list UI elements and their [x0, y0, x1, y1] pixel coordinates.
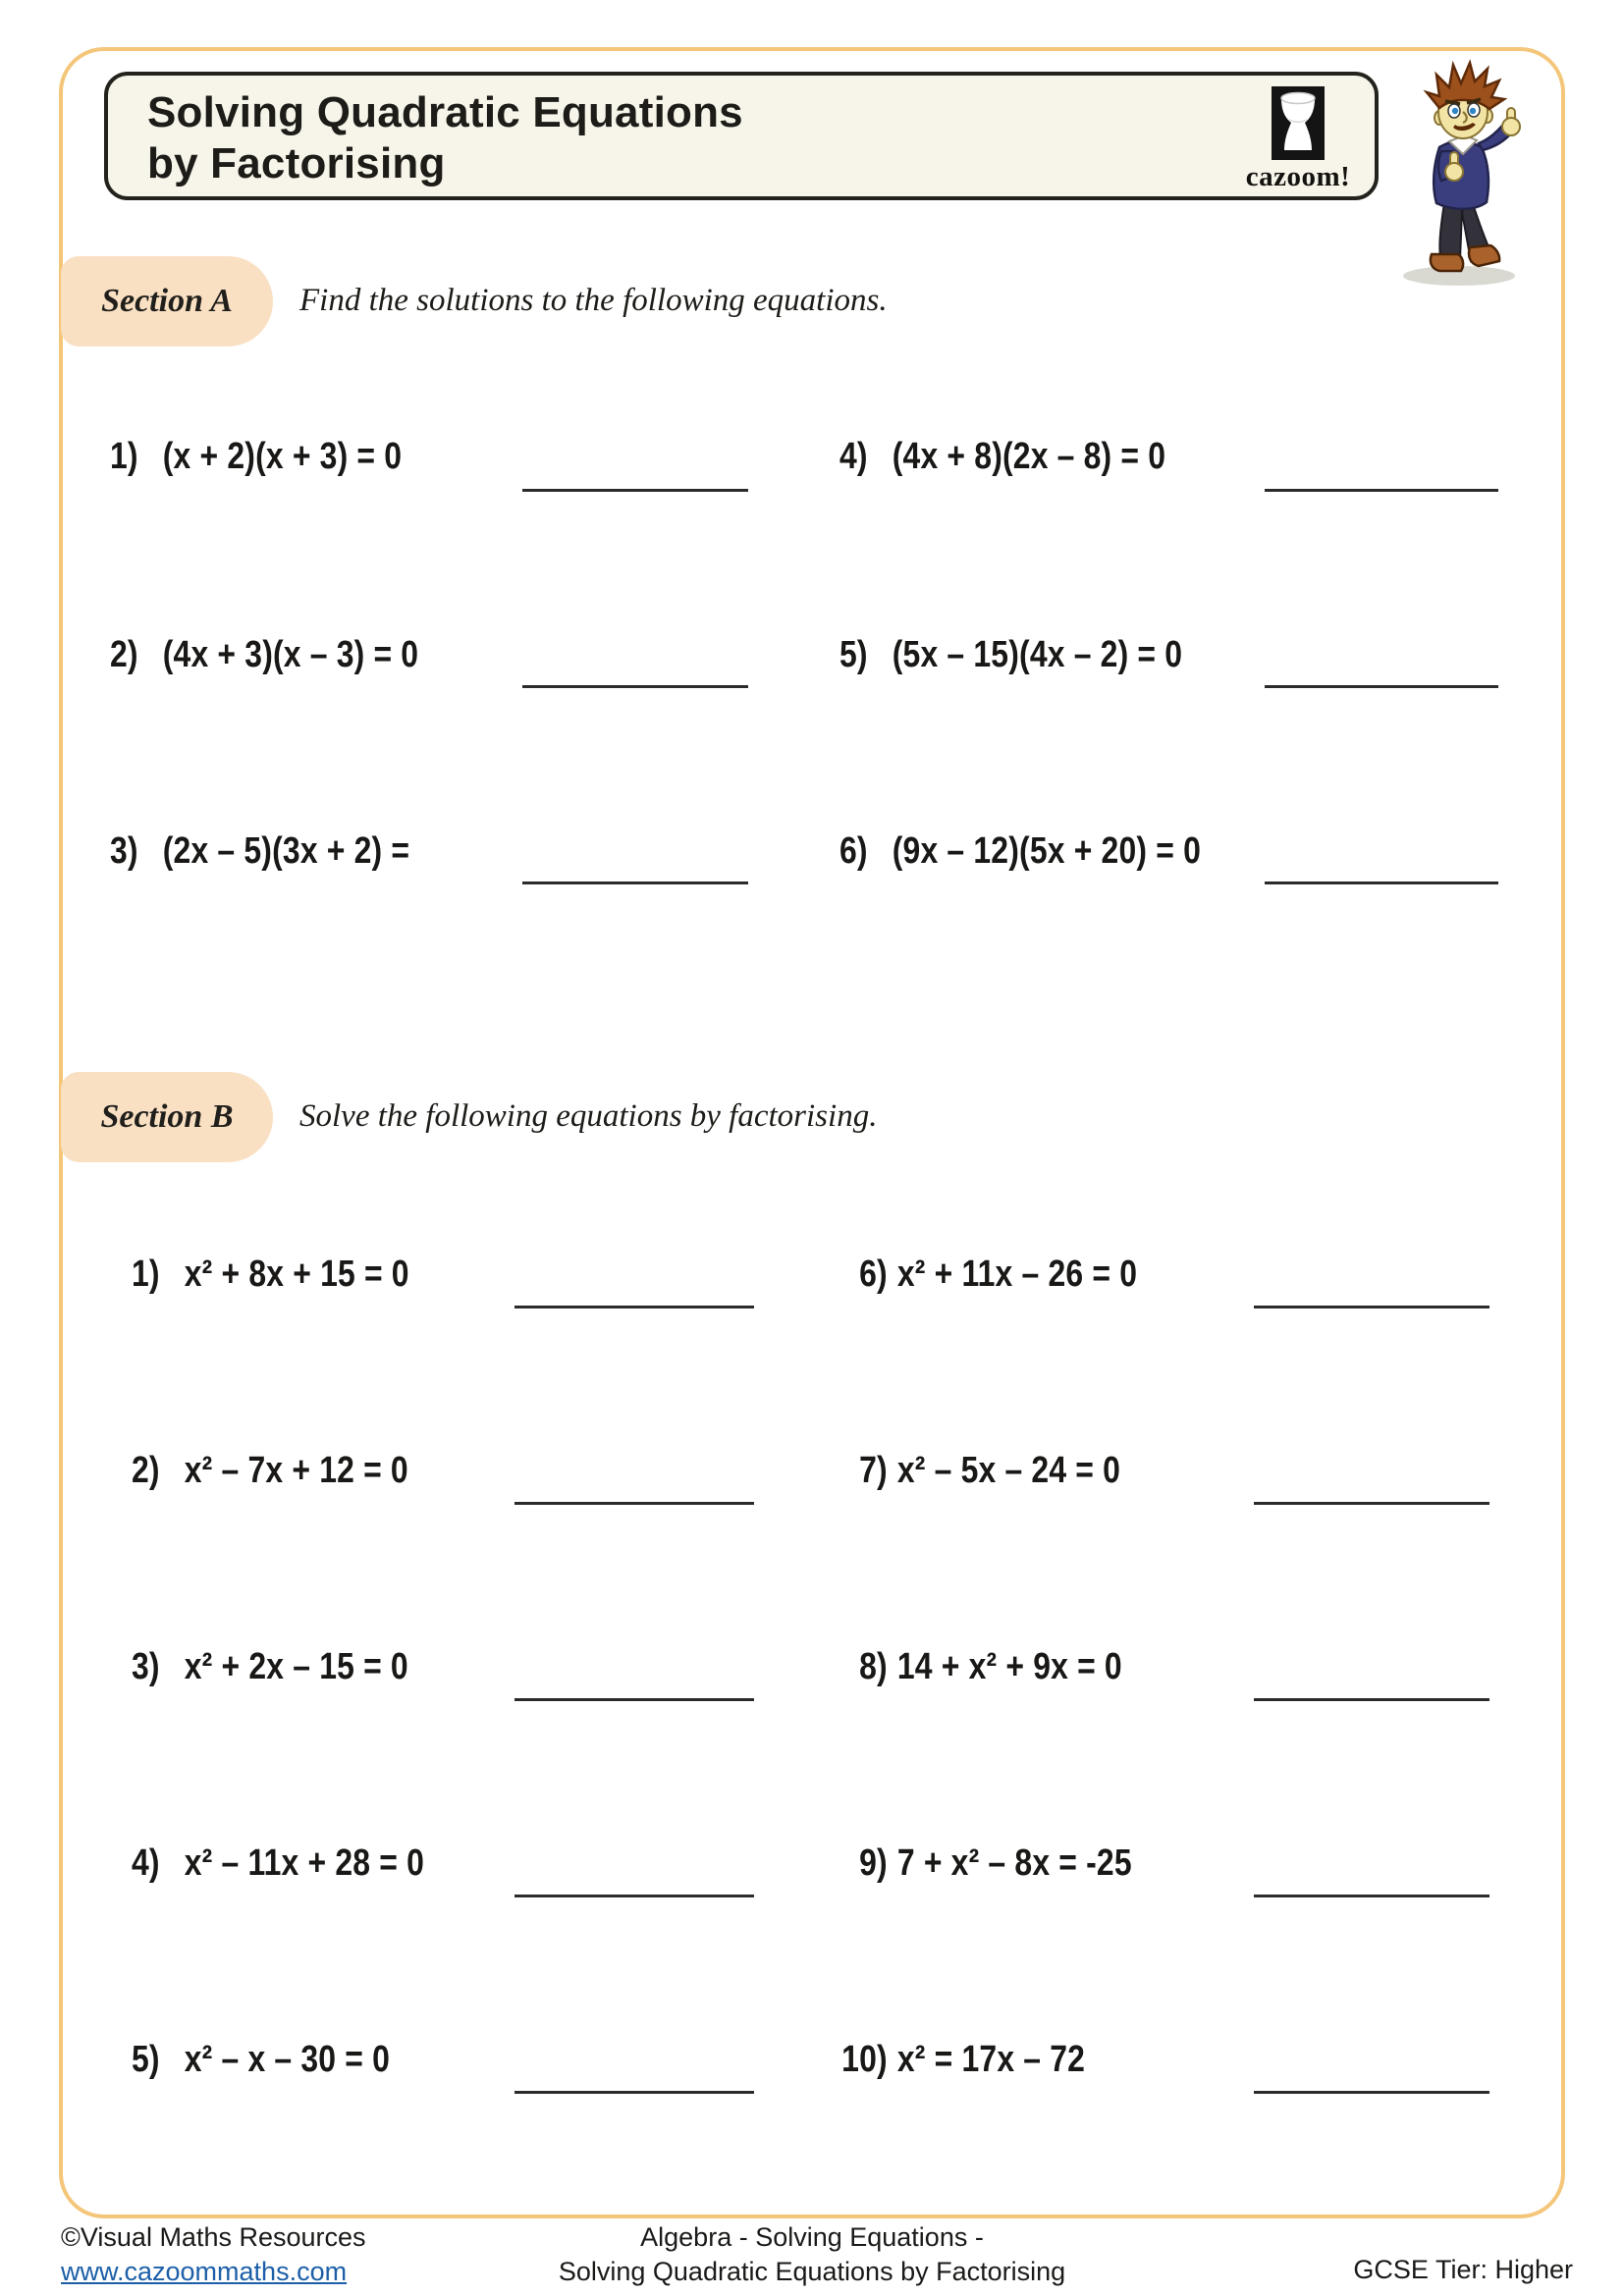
answer-line-a6 — [1265, 881, 1498, 884]
question-equation: 7 + x² – 8x = -25 — [896, 1842, 1132, 1884]
question-number: 6) — [859, 1254, 888, 1295]
question-equation: (4x + 3)(x – 3) = 0 — [162, 634, 419, 675]
section-b-instruction: Solve the following equations by factorising. — [299, 1098, 878, 1134]
question-equation: x² – 7x + 12 = 0 — [184, 1450, 408, 1491]
question-number: 4) — [839, 436, 868, 477]
question-a4 — [839, 436, 1165, 478]
question-b2 — [132, 1450, 408, 1492]
question-number: 3) — [110, 830, 138, 872]
answer-line-b7 — [1254, 1502, 1489, 1505]
question-a5 — [839, 634, 1182, 676]
question-b1 — [132, 1254, 409, 1296]
cazoom-logo — [1235, 86, 1361, 193]
question-a6 — [839, 830, 1201, 873]
answer-line-b8 — [1254, 1698, 1489, 1701]
question-equation: x² = 17x – 72 — [896, 2039, 1086, 2080]
question-b8 — [830, 1646, 1122, 1688]
question-equation: x² – 5x – 24 = 0 — [896, 1450, 1121, 1491]
question-number: 6) — [839, 830, 868, 872]
section-a-label: Section A — [101, 283, 233, 319]
section-a-instruction: Find the solutions to the following equations. — [299, 283, 888, 318]
mascot-boy-icon — [1396, 53, 1536, 289]
section-b-tab — [61, 1072, 273, 1162]
answer-line-b4 — [514, 1895, 754, 1897]
question-equation: x² – 11x + 28 = 0 — [184, 1842, 425, 1884]
answer-line-b9 — [1254, 1895, 1489, 1897]
cazoom-wordmark: cazoom! — [1245, 161, 1351, 192]
question-number: 8) — [859, 1646, 888, 1687]
question-number: 9) — [859, 1842, 888, 1884]
footer-copyright: ©Visual Maths Resources — [61, 2222, 366, 2252]
answer-line-a1 — [522, 489, 748, 492]
question-equation: x² + 2x – 15 = 0 — [184, 1646, 408, 1687]
answer-line-a2 — [522, 685, 748, 688]
question-b3 — [132, 1646, 408, 1688]
question-number: 10) — [841, 2039, 888, 2080]
question-equation: x² + 8x + 15 = 0 — [184, 1254, 409, 1295]
question-number: 3) — [132, 1646, 160, 1687]
question-b10 — [830, 2039, 1085, 2081]
answer-line-a4 — [1265, 489, 1498, 492]
question-a1 — [110, 436, 402, 478]
footer-tier: GCSE Tier: Higher — [1353, 2255, 1573, 2284]
question-equation: (4x + 8)(2x – 8) = 0 — [892, 436, 1166, 477]
answer-line-b5 — [514, 2091, 754, 2094]
question-equation: x² – x – 30 = 0 — [184, 2039, 391, 2080]
question-equation: 14 + x² + 9x = 0 — [896, 1646, 1122, 1687]
question-equation: (2x – 5)(3x + 2) = — [162, 830, 410, 872]
question-number: 2) — [110, 634, 138, 675]
question-number: 1) — [110, 436, 138, 477]
question-b6 — [830, 1254, 1137, 1296]
answer-line-b3 — [514, 1698, 754, 1701]
answer-line-b6 — [1254, 1306, 1489, 1308]
section-b-label: Section B — [100, 1098, 234, 1135]
title-box — [104, 72, 1379, 200]
question-a3 — [110, 830, 409, 873]
answer-line-a3 — [522, 881, 748, 884]
question-number: 7) — [859, 1450, 888, 1491]
footer-topic-line1: Algebra - Solving Equations - — [640, 2222, 984, 2252]
question-number: 5) — [839, 634, 868, 675]
question-equation: (9x – 12)(5x + 20) = 0 — [892, 830, 1201, 872]
question-b9 — [830, 1842, 1132, 1885]
question-b4 — [132, 1842, 424, 1885]
page-title-line2: by Factorising — [147, 139, 446, 187]
question-b5 — [132, 2039, 390, 2081]
answer-line-a5 — [1265, 685, 1498, 688]
question-equation: (x + 2)(x + 3) = 0 — [162, 436, 403, 477]
answer-line-b10 — [1254, 2091, 1489, 2094]
question-number: 4) — [132, 1842, 160, 1884]
question-b7 — [830, 1450, 1120, 1492]
page-title — [147, 87, 743, 189]
question-number: 2) — [132, 1450, 160, 1491]
question-equation: (5x – 15)(4x – 2) = 0 — [892, 634, 1183, 675]
answer-line-b2 — [514, 1502, 754, 1505]
question-number: 5) — [132, 2039, 160, 2080]
answer-line-b1 — [514, 1306, 754, 1308]
question-a2 — [110, 634, 418, 676]
footer-website-link[interactable]: www.cazoommaths.com — [61, 2257, 348, 2286]
section-a-tab — [61, 256, 273, 347]
question-equation: x² + 11x – 26 = 0 — [896, 1254, 1138, 1295]
djembe-drum-icon — [1272, 86, 1325, 160]
question-number: 1) — [132, 1254, 160, 1295]
page-title-line1: Solving Quadratic Equations — [147, 88, 743, 136]
footer-topic-line2: Solving Quadratic Equations by Factorising — [558, 2257, 1066, 2286]
